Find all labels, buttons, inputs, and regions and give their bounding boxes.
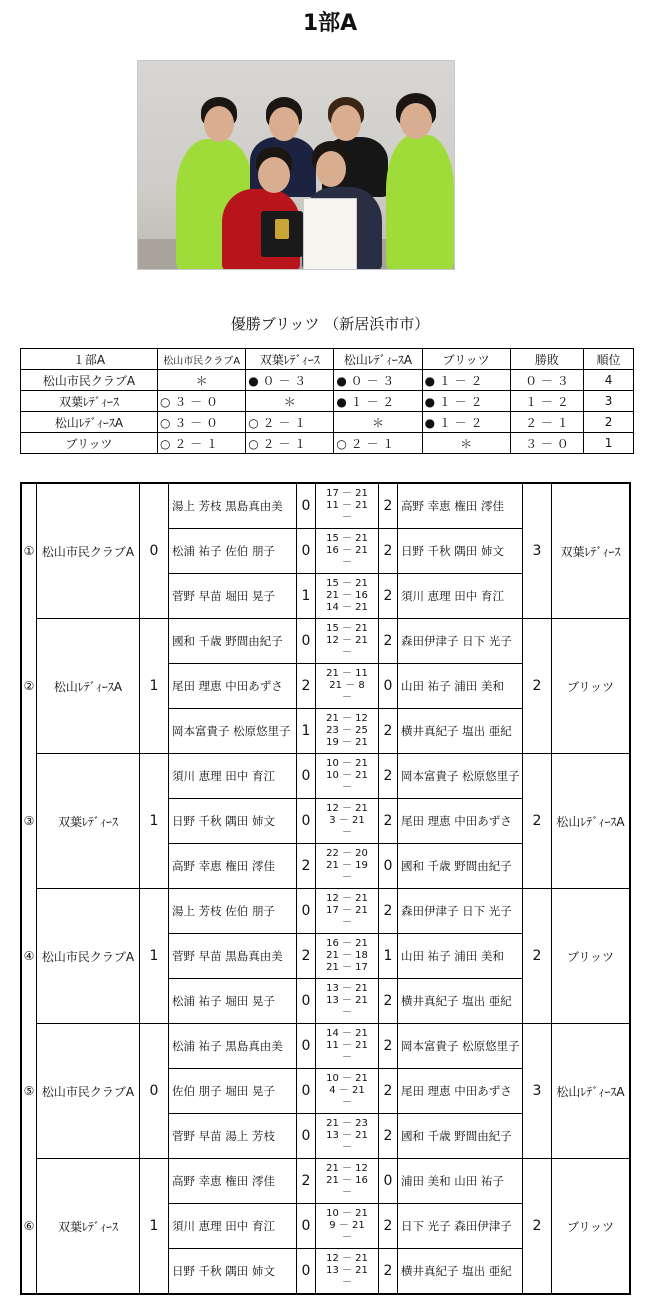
player-pair: 尾田 理恵 中田あずさ [169,664,297,709]
opponent-pair: 國和 千歳 野間由紀子 [398,1114,523,1159]
standings-row [21,412,634,433]
set-score: 15 － 21 [326,578,368,589]
result-cell: ＊ [158,370,246,391]
match-number: ⑥ [23,1218,35,1233]
result-cell: ● １ － ２ [422,370,510,391]
set-score: － [342,1052,352,1063]
game-scores [316,664,379,709]
set-score: 16 － 21 [326,545,368,556]
winner-caption: 優勝ブリッツ （新居浜市市） [230,315,430,333]
set-score: 21 － 17 [326,962,368,973]
header-cell: 順位 [584,349,634,370]
opp-games-won: 2 [379,619,398,664]
set-score: 21 － 12 [326,1163,368,1174]
photo-person [386,135,454,270]
set-score: 21 － 12 [326,713,368,724]
set-score: － [342,782,352,793]
player-pair: 湯上 芳枝 佐伯 朋子 [169,889,297,934]
standings-header-row [21,349,634,370]
set-score: 14 － 21 [326,1028,368,1039]
player-pair: 松浦 祐子 黒島真由美 [169,1024,297,1069]
certificate [303,198,357,270]
opp-games-won: 2 [379,574,398,619]
team-points: 1 [140,889,169,1024]
opponent-pair: 國和 千歳 野間由紀子 [398,844,523,889]
set-score: 12 － 21 [326,803,368,814]
match-results-table [20,482,631,1295]
games-won: 0 [297,1024,316,1069]
games-won: 2 [297,1159,316,1204]
opponent-pair: 浦田 美和 山田 祐子 [398,1159,523,1204]
record-cell: ０ － ３ [510,370,583,391]
result-cell: ＊ [334,412,422,433]
games-won: 0 [297,619,316,664]
set-score: 10 － 21 [326,758,368,769]
game-scores [316,934,379,979]
page-title: 1部A [302,11,358,36]
opp-games-won: 2 [379,1114,398,1159]
games-won: 0 [297,979,316,1024]
opponent-pair: 山田 祐子 浦田 美和 [398,934,523,979]
opponent-points: 2 [523,889,552,1024]
result-cell: ● ０ － ３ [246,370,334,391]
player-pair: 高野 幸恵 権田 澪佳 [169,844,297,889]
game-scores [316,1249,379,1295]
standings-row [21,370,634,391]
game-scores [316,799,379,844]
set-score: － [342,1187,352,1198]
game-scores [316,483,379,529]
games-won: 0 [297,483,316,529]
header-cell: ブリッツ [422,349,510,370]
result-cell: ○ ２ － １ [246,412,334,433]
result-cell: ○ ２ － １ [246,433,334,454]
set-score: 13 － 21 [326,1130,368,1141]
opponent-pair: 横井真紀子 塩出 亜紀 [398,979,523,1024]
match-game-row [21,1024,630,1069]
rank-cell: 3 [584,391,634,412]
rank-cell: 2 [584,412,634,433]
opponent-pair: 日下 光子 森田伊津子 [398,1204,523,1249]
match-number: ④ [23,949,35,963]
result-cell: ● １ － ２ [422,391,510,412]
record-cell: １ － ２ [510,391,583,412]
set-score: 19 － 21 [326,737,368,748]
player-pair: 岡本富貴子 松原悠里子 [169,709,297,754]
player-pair: 湯上 芳枝 黒島真由美 [169,483,297,529]
team-points: 0 [140,1024,169,1159]
games-won: 0 [297,889,316,934]
opp-games-won: 2 [379,1204,398,1249]
player-pair: 須川 恵理 田中 育江 [169,754,297,799]
game-scores [316,1159,379,1204]
opp-games-won: 2 [379,1024,398,1069]
player-pair: 高野 幸恵 権田 澪佳 [169,1159,297,1204]
opponent-points: 2 [523,754,552,889]
opponent-pair: 山田 祐子 浦田 美和 [398,664,523,709]
result-cell: ● ０ － ３ [334,370,422,391]
games-won: 0 [297,1204,316,1249]
set-score: 9 － 21 [329,1220,365,1231]
player-pair: 菅野 早苗 黒島真由美 [169,934,297,979]
result-cell: ● １ － ２ [334,391,422,412]
set-score: － [342,827,352,838]
player-pair: 佐伯 朋子 堀田 晃子 [169,1069,297,1114]
set-score: 21 － 19 [326,860,368,871]
set-score: － [342,647,352,658]
games-won: 0 [297,1114,316,1159]
set-score: － [342,1277,352,1288]
player-pair: 日野 千秋 隅田 姉文 [169,1249,297,1295]
team-name: 松山市民クラブA [21,370,158,391]
opp-games-won: 2 [379,889,398,934]
set-score: 15 － 21 [326,533,368,544]
match-game-row [21,889,630,934]
set-score: 13 － 21 [326,1265,368,1276]
opponent-team: ブリッツ [552,889,631,1024]
set-score: 23 － 25 [326,725,368,736]
games-won: 2 [297,664,316,709]
set-score: 12 － 21 [326,635,368,646]
header-cell: 勝敗 [510,349,583,370]
set-score: － [342,872,352,883]
player-pair: 松浦 祐子 佐伯 朋子 [169,529,297,574]
set-score: 10 － 21 [326,1208,368,1219]
photo-face [316,151,346,187]
opp-games-won: 1 [379,934,398,979]
match-number: ③ [23,814,35,828]
set-score: 17 － 21 [326,905,368,916]
set-score: － [342,1232,352,1243]
opponent-pair: 尾田 理恵 中田あずさ [398,1069,523,1114]
standings-row [21,391,634,412]
player-pair: 松浦 祐子 堀田 晃子 [169,979,297,1024]
team-points: 0 [140,483,169,619]
team-points: 1 [140,1159,169,1295]
team-name: 松山市民クラブA [37,1024,140,1159]
opponent-points: 3 [523,483,552,619]
opp-games-won: 2 [379,483,398,529]
record-cell: ２ － １ [510,412,583,433]
opponent-team: 双葉ﾚﾃﾞｨｰｽ [552,483,631,619]
games-won: 0 [297,1249,316,1295]
trophy-plaque [261,211,303,257]
game-scores [316,1204,379,1249]
set-score: 16 － 21 [326,938,368,949]
photo-face [269,107,299,141]
games-won: 0 [297,529,316,574]
set-score: 11 － 21 [326,1040,368,1051]
set-score: 10 － 21 [326,770,368,781]
opponent-pair: 須川 恵理 田中 育江 [398,574,523,619]
opponent-points: 3 [523,1024,552,1159]
set-score: 13 － 21 [326,995,368,1006]
opponent-points: 2 [523,1159,552,1295]
game-scores [316,1024,379,1069]
games-won: 1 [297,709,316,754]
rank-cell: 1 [584,433,634,454]
player-pair: 須川 恵理 田中 育江 [169,1204,297,1249]
opp-games-won: 0 [379,1159,398,1204]
opp-games-won: 2 [379,979,398,1024]
set-score: 17 － 21 [326,488,368,499]
set-score: 21 － 11 [326,668,368,679]
header-cell: 松山ﾚﾃﾞｨｰｽA [334,349,422,370]
opponent-points: 2 [523,619,552,754]
set-score: 12 － 21 [326,893,368,904]
games-won: 0 [297,1069,316,1114]
player-pair: 菅野 早苗 堀田 晃子 [169,574,297,619]
standings-table [20,348,634,454]
trophy-icon [275,219,289,239]
photo-face [331,105,361,141]
set-score: 13 － 21 [326,983,368,994]
set-score: 22 － 20 [326,848,368,859]
result-cell: ○ ３ － ０ [158,412,246,433]
game-scores [316,574,379,619]
opp-games-won: 2 [379,799,398,844]
team-name: 双葉ﾚﾃﾞｨｰｽ [37,1159,140,1295]
result-cell: ○ ３ － ０ [158,391,246,412]
game-scores [316,709,379,754]
header-cell: 松山市民クラブA [158,349,246,370]
photo-face [258,157,290,193]
rank-cell: 4 [584,370,634,391]
set-score: － [342,1007,352,1018]
set-score: 12 － 21 [326,1253,368,1264]
match-number: ① [23,544,35,559]
player-pair: 國和 千歳 野間由紀子 [169,619,297,664]
team-points: 1 [140,754,169,889]
record-cell: ３ － ０ [510,433,583,454]
player-pair: 菅野 早苗 湯上 芳枝 [169,1114,297,1159]
standings-row [21,433,634,454]
team-photo [137,60,455,270]
set-score: － [342,692,352,703]
opp-games-won: 2 [379,1069,398,1114]
set-score: 3 － 21 [329,815,365,826]
game-scores [316,754,379,799]
opponent-pair: 横井真紀子 塩出 亜紀 [398,1249,523,1295]
match-game-row [21,483,630,529]
set-score: － [342,512,352,523]
opponent-team: 松山ﾚﾃﾞｨｰｽA [552,754,631,889]
opp-games-won: 2 [379,754,398,799]
set-score: 4 － 21 [329,1085,365,1096]
opponent-team: ブリッツ [552,1159,631,1295]
game-scores [316,889,379,934]
opponent-team: ブリッツ [552,619,631,754]
set-score: 10 － 21 [326,1073,368,1084]
match-game-row [21,619,630,664]
team-name: ブリッツ [21,433,158,454]
opponent-pair: 日野 千秋 隅田 姉文 [398,529,523,574]
set-score: 15 － 21 [326,623,368,634]
team-name: 松山ﾚﾃﾞｨｰｽA [37,619,140,754]
game-scores [316,1114,379,1159]
set-score: 21 － 18 [326,950,368,961]
game-scores [316,529,379,574]
set-score: 21 － 16 [326,590,368,601]
set-score: － [342,557,352,568]
photo-face [204,106,234,142]
set-score: 11 － 21 [326,500,368,511]
opp-games-won: 0 [379,844,398,889]
result-cell: ○ ２ － １ [334,433,422,454]
games-won: 1 [297,574,316,619]
team-name: 松山市民クラブA [37,889,140,1024]
game-scores [316,844,379,889]
result-cell: ○ ２ － １ [158,433,246,454]
set-score: 21 － 8 [329,680,365,691]
team-name: 双葉ﾚﾃﾞｨｰｽ [21,391,158,412]
match-game-row [21,1159,630,1204]
opp-games-won: 2 [379,529,398,574]
games-won: 0 [297,754,316,799]
set-score: － [342,917,352,928]
header-cell: １部A [21,349,158,370]
player-pair: 日野 千秋 隅田 姉文 [169,799,297,844]
games-won: 2 [297,844,316,889]
set-score: － [342,1142,352,1153]
photo-face [400,103,432,139]
match-game-row [21,754,630,799]
set-score: 14 － 21 [326,602,368,613]
opponent-pair: 森田伊津子 日下 光子 [398,619,523,664]
opp-games-won: 2 [379,709,398,754]
set-score: 21 － 16 [326,1175,368,1186]
result-cell: ＊ [246,391,334,412]
opponent-pair: 岡本富貴子 松原悠里子 [398,1024,523,1069]
result-cell: ＊ [422,433,510,454]
games-won: 2 [297,934,316,979]
team-name: 松山ﾚﾃﾞｨｰｽA [21,412,158,433]
opp-games-won: 2 [379,1249,398,1295]
team-name: 松山市民クラブA [37,483,140,619]
opp-games-won: 0 [379,664,398,709]
opponent-pair: 高野 幸恵 権田 澪佳 [398,483,523,529]
games-won: 0 [297,799,316,844]
set-score: 21 － 23 [326,1118,368,1129]
header-cell: 双葉ﾚﾃﾞｨｰｽ [246,349,334,370]
set-score: － [342,1097,352,1108]
match-number: ② [23,679,35,693]
result-cell: ● １ － ２ [422,412,510,433]
opponent-pair: 尾田 理恵 中田あずさ [398,799,523,844]
match-number: ⑤ [23,1084,35,1098]
opponent-pair: 岡本富貴子 松原悠里子 [398,754,523,799]
opponent-team: 松山ﾚﾃﾞｨｰｽA [552,1024,631,1159]
opponent-pair: 横井真紀子 塩出 亜紀 [398,709,523,754]
game-scores [316,1069,379,1114]
opponent-pair: 森田伊津子 日下 光子 [398,889,523,934]
team-name: 双葉ﾚﾃﾞｨｰｽ [37,754,140,889]
game-scores [316,979,379,1024]
game-scores [316,619,379,664]
team-points: 1 [140,619,169,754]
